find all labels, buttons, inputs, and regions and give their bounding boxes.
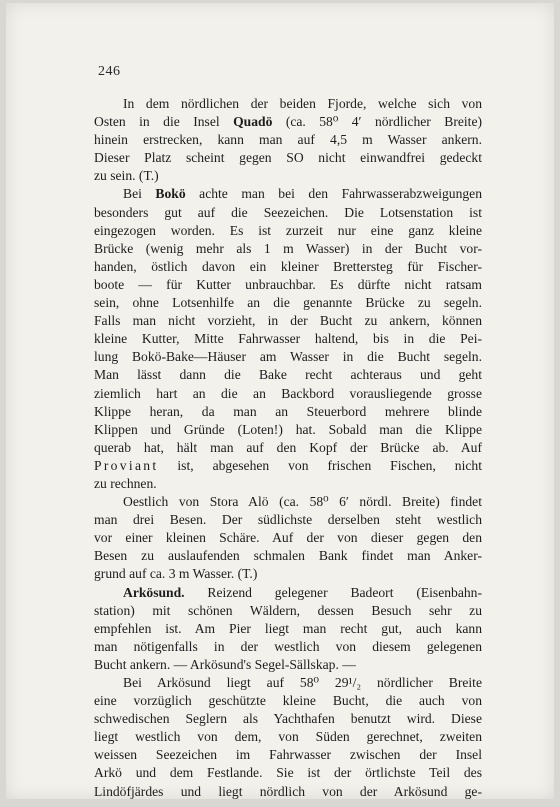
- text-line: station) mit schönen Wäldern, dessen Besuch sehr zu: [94, 602, 482, 618]
- text-line: Brücke (wenig mehr als 1 m Wasser) in der Bucht vor-: [94, 240, 482, 256]
- text-line: Osten in die Insel Quadö (ca. 58⁰ 4′ nördlicher Breite): [94, 114, 483, 130]
- paragraph: [94, 584, 482, 674]
- paragraph: [94, 185, 482, 493]
- text-line: Klippen und Gründe (Loten!) hat. Sobald man die Klippe: [94, 421, 482, 437]
- paragraph: [94, 674, 482, 799]
- text-line: sein, ohne Lotsenhilfe an die genannte Brücke zu segeln.: [94, 295, 482, 311]
- text-line: zu sein. (T.): [94, 168, 159, 184]
- paragraph: [94, 95, 482, 185]
- text-line: vor einer kleinen Schäre. Auf der von dieser gegen den: [94, 530, 482, 546]
- text-line: man drei Besen. Der südlichste derselben steht westlich: [94, 512, 482, 528]
- text-line: lung Bokö-Bake—Häuser am Wasser in die Bucht segeln.: [94, 349, 482, 365]
- text-line: Klippe heran, da man an Steuerbord mehrere blinde: [94, 403, 482, 419]
- text-line: boote — für Kutter unbrauchbar. Es dürfte nicht ratsam: [94, 276, 482, 292]
- paragraph: [94, 493, 482, 583]
- text-line: eine vorzüglich geschützte kleine Bucht, die auch von: [94, 693, 482, 709]
- text-line: hinein erstrecken, kann man auf 4,5 m Wasser ankern.: [94, 132, 482, 148]
- text-line: kleine Kutter, Mitte Fahrwasser haltend, bis in die Pei-: [94, 331, 482, 347]
- text-line: Arkösund. Reizend gelegener Badeort (Eisenbahn-: [123, 584, 482, 600]
- text-line: zu rechnen.: [94, 475, 157, 491]
- text-line: Bei Bokö achte man bei den Fahrwasserabzweigungen: [123, 186, 482, 202]
- text-line: Proviant ist, abgesehen von frischen Fischen, nicht: [94, 457, 482, 473]
- text-line: grund auf ca. 3 m Wasser. (T.): [94, 566, 258, 582]
- text-line: man nötigenfalls in der westlich von diesem gelegenen: [94, 638, 482, 654]
- text-line: Man lässt dann die Bake recht achteraus und geht: [94, 367, 482, 383]
- text-line: handen, östlich davon ein kleiner Brettersteg für Fischer-: [94, 258, 482, 274]
- text-line: Besen zu auslaufenden schmalen Bank findet man Anker-: [94, 548, 482, 564]
- text-line: Oestlich von Stora Alö (ca. 58⁰ 6′ nördl. Breite) findet: [123, 494, 482, 510]
- text-line: eingezogen worden. Es ist zurzeit nur eine ganz kleine: [94, 222, 482, 238]
- text-line: Falls man nicht vorzieht, in der Bucht zu ankern, können: [94, 313, 482, 329]
- text-line: Lindöfjärdes und liegt nördlich von der Arkösund ge-: [94, 783, 482, 799]
- text-line: querab hat, hält man auf den Kopf der Brücke ab. Auf: [94, 439, 482, 455]
- text-line: Bucht ankern. — Arkösund's Segel-Sällskap. —: [94, 656, 356, 672]
- text-line: schwedischen Seglern als Yachthafen benutzt wird. Diese: [94, 711, 482, 727]
- text-line: empfehlen ist. Am Pier liegt man recht gut, auch kann: [94, 620, 482, 636]
- book-page: [6, 3, 554, 799]
- text-line: Arkö und dem Festlande. Sie ist der örtlichste Teil des: [94, 765, 482, 781]
- text-line: In dem nördlichen der beiden Fjorde, welche sich von: [123, 96, 482, 111]
- text-line: weissen Seezeichen im Fahrwasser zwischen der Insel: [94, 747, 482, 763]
- text-line: besonders gut auf die Seezeichen. Die Lotsenstation ist: [94, 204, 482, 220]
- text-line: Dieser Platz scheint gegen SO nicht einwandfrei gedeckt: [94, 150, 482, 166]
- text-line: ziemlich hart an die an Backbord vorausliegende grosse: [94, 385, 482, 401]
- body-text: [94, 95, 482, 799]
- text-line: liegt westlich von dem, von Süden gerechnet, zweiten: [94, 729, 482, 745]
- text-line: Bei Arkösund liegt auf 58⁰ 29¹/₂ nördlicher Breite: [123, 675, 482, 690]
- page-number: 246: [98, 64, 121, 79]
